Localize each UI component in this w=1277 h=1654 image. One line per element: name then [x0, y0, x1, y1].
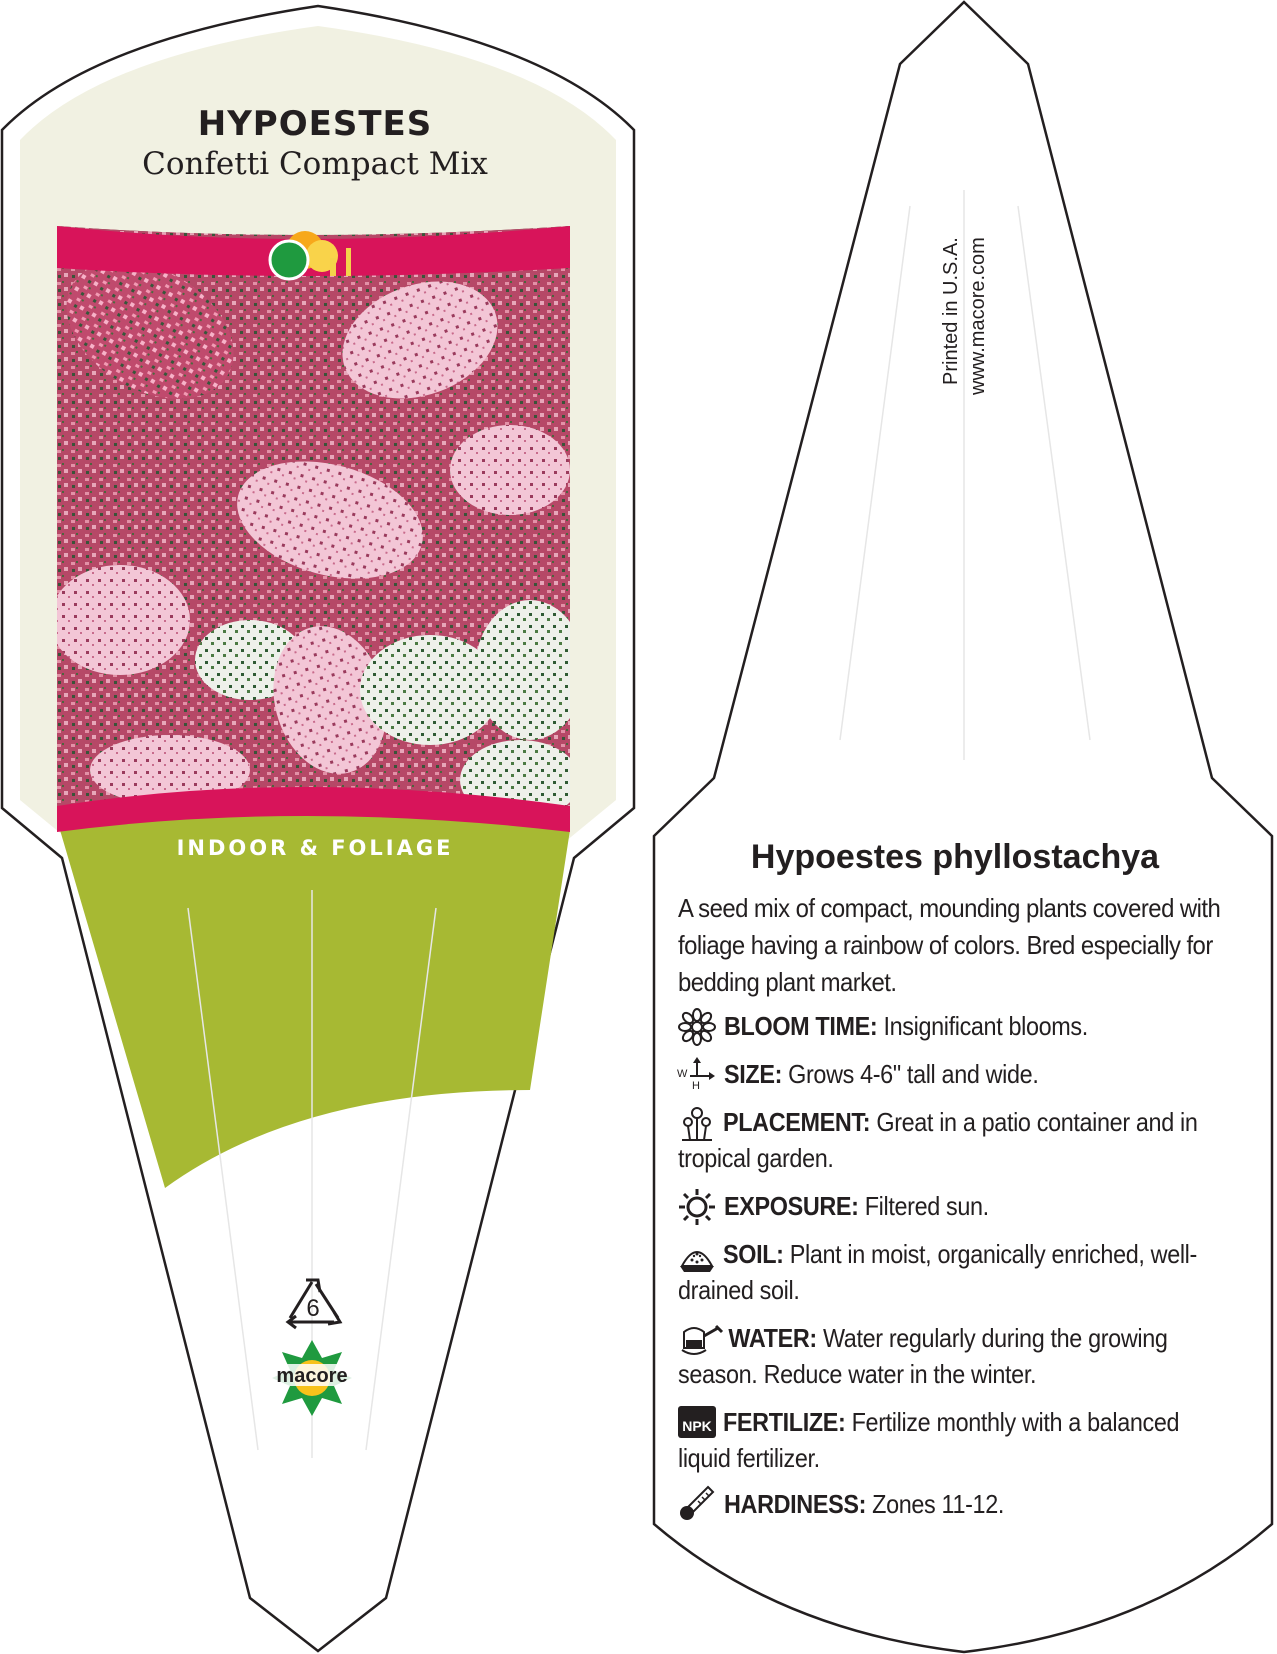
website-url: www.macore.com — [967, 237, 989, 395]
botanical-name: Hypoestes phyllostachya — [750, 838, 1160, 876]
hardiness-row: HARDINESS: Zones 11-12. — [724, 1489, 1004, 1519]
soil-row: SOIL: Plant in moist, organically enriched, well-drained soil. — [678, 1239, 1197, 1305]
plant-description: A seed mix of compact, mounding plants covered with foliage having a rainbow of colors. Bred especially for bedding plant market. — [678, 893, 1221, 997]
placement-row: PLACEMENT: Great in a patio container and in tropical garden. — [678, 1107, 1198, 1173]
bloom-time-row: BLOOM TIME: Insignificant blooms. — [724, 1011, 1088, 1041]
water-row: WATER: Water regularly during the growing season. Reduce water in the winter. — [678, 1323, 1168, 1389]
macore-wordmark: macore — [276, 1365, 348, 1387]
front-subtitle: Confetti Compact Mix — [142, 146, 488, 182]
sun-icon — [678, 1188, 716, 1226]
fertilize-row: FERTILIZE: Fertilize monthly with a balanced liquid fertilizer. — [678, 1407, 1180, 1473]
exposure-row: EXPOSURE: Filtered sun. — [724, 1191, 989, 1221]
front-title: HYPOESTES — [197, 104, 433, 144]
category-label: INDOOR & FOLIAGE — [176, 836, 454, 860]
recycle-number: 6 — [306, 1295, 320, 1322]
size-width-label: W — [677, 1068, 688, 1080]
plant-photo — [42, 226, 585, 836]
printed-in-usa: Printed in U.S.A. — [940, 237, 962, 385]
npk-icon: NPK — [678, 1406, 716, 1438]
flower-icon — [678, 1008, 716, 1046]
thermometer-icon — [678, 1484, 716, 1522]
size-height-label: H — [692, 1080, 700, 1092]
size-row: SIZE: Grows 4-6" tall and wide. — [724, 1059, 1039, 1089]
printed-info — [940, 200, 989, 400]
